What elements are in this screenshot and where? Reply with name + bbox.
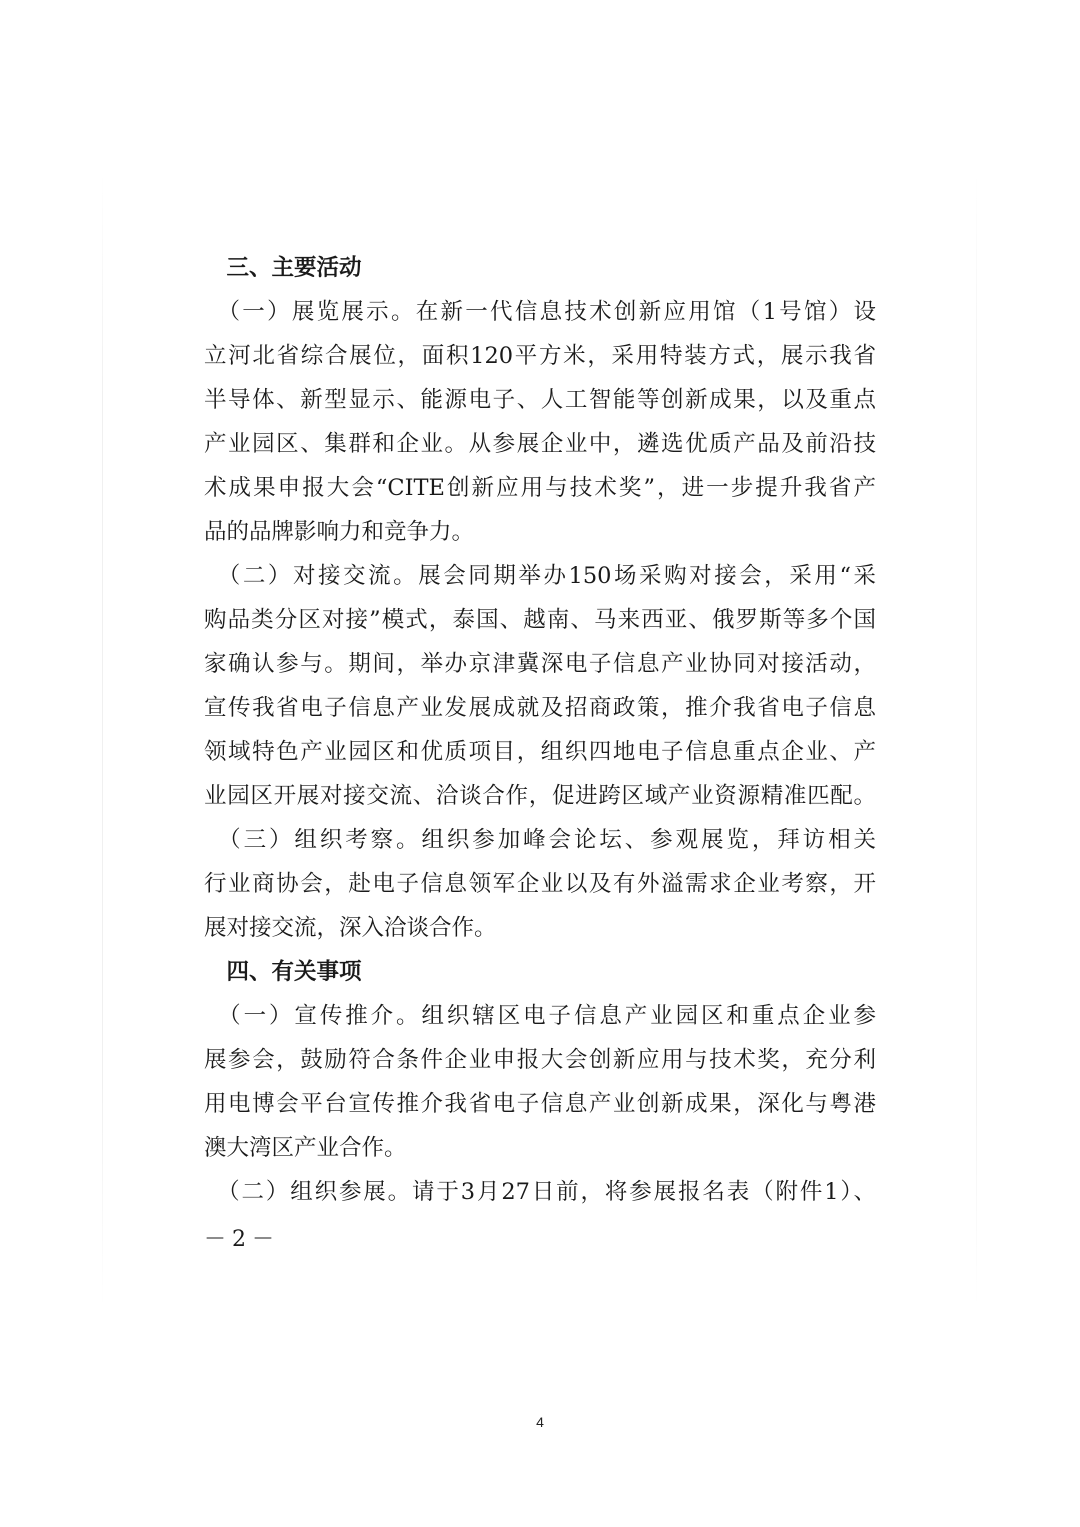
- scan-edge-right: [976, 170, 977, 1310]
- paragraph-line: 家确认参与。期间，举办京津冀深电子信息产业协同对接活动，: [204, 651, 876, 677]
- paragraph-line: 宣传我省电子信息产业发展成就及招商政策，推介我省电子信息: [204, 695, 876, 721]
- footer-page-number: 4: [536, 1414, 544, 1430]
- paragraph-line: 产业园区、集群和企业。从参展企业中，遴选优质产品及前沿技: [204, 431, 876, 457]
- paragraph-line: 展对接交流，深入洽谈合作。: [204, 915, 497, 941]
- paragraph-line: （二）组织参展。请于3月27日前，将参展报名表（附件1）、: [204, 1179, 876, 1205]
- scan-edge-left: [102, 170, 103, 1310]
- paragraph-line: 购品类分区对接”模式，泰国、越南、马来西亚、俄罗斯等多个国: [204, 607, 876, 633]
- paragraph-line: 立河北省综合展位，面积120平方米，采用特装方式，展示我省: [204, 343, 876, 369]
- section-heading-related-matters: 四、有关事项: [204, 959, 362, 985]
- paragraph-line: 用电博会平台宣传推介我省电子信息产业创新成果，深化与粤港: [204, 1091, 876, 1117]
- paragraph-line: 领域特色产业园区和优质项目，组织四地电子信息重点企业、产: [204, 739, 876, 765]
- paragraph-line: 术成果申报大会“CITE创新应用与技术奖”，进一步提升我省产: [204, 475, 876, 501]
- paragraph-line: 品的品牌影响力和竞争力。: [204, 519, 475, 545]
- section-heading-main-activities: 三、主要活动: [204, 255, 362, 281]
- paragraph-line: 澳大湾区产业合作。: [204, 1135, 407, 1161]
- paragraph-line: （一）宣传推介。组织辖区电子信息产业园区和重点企业参: [204, 1003, 876, 1029]
- inner-page-number: －2－: [204, 1227, 280, 1252]
- paragraph-line: 半导体、新型显示、能源电子、人工智能等创新成果，以及重点: [204, 387, 876, 413]
- paragraph-line: 业园区开展对接交流、洽谈合作，促进跨区域产业资源精准匹配。: [204, 783, 876, 809]
- paragraph-line: 展参会，鼓励符合条件企业申报大会创新应用与技术奖，充分利: [204, 1047, 876, 1073]
- paragraph-line: （三）组织考察。组织参加峰会论坛、参观展览，拜访相关: [204, 827, 876, 853]
- paragraph-line: （二）对接交流。展会同期举办150场采购对接会，采用“采: [204, 563, 876, 589]
- paragraph-line: 行业商协会，赴电子信息领军企业以及有外溢需求企业考察，开: [204, 871, 876, 897]
- paragraph-line: （一）展览展示。在新一代信息技术创新应用馆（1号馆）设: [204, 299, 876, 325]
